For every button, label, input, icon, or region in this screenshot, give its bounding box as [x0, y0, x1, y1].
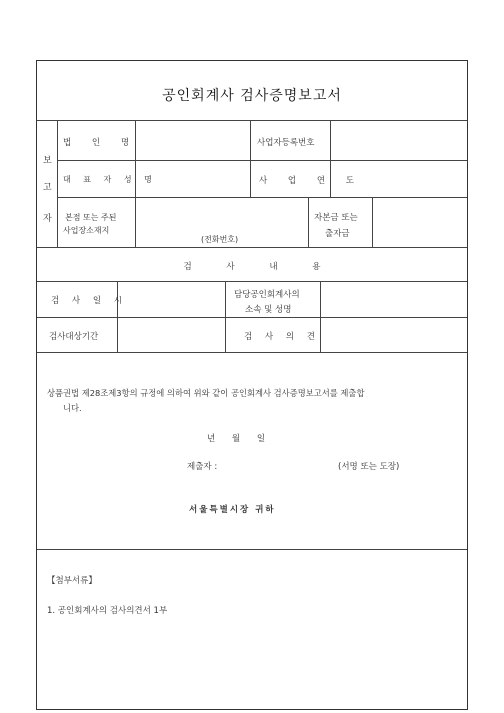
statement-line2: 니다. — [63, 403, 82, 413]
reporter-label-char: 고 — [43, 183, 52, 193]
attachments-heading: 【첨부서류】 — [47, 576, 97, 586]
inspection-section-label — [37, 260, 467, 272]
rep-name-label: 대 표 자 성 명 — [63, 175, 157, 184]
divider — [37, 247, 467, 248]
statement-line1: 상품권법 제28조제3항의 규정에 의하여 위와 같이 공인회계사 검사증명보고서를 제출합 — [47, 388, 365, 398]
inspection-date-field[interactable] — [118, 282, 224, 316]
founding-year-label: 사 업 연 도 — [259, 176, 363, 186]
inspection-opinion-field[interactable] — [321, 318, 466, 351]
inspection-period-field[interactable] — [118, 318, 224, 351]
address-label-line2: 사업장소재지 — [63, 226, 110, 235]
reporter-label-char: 보 — [43, 156, 52, 166]
capital-label-line1: 자본금 또는 — [314, 213, 358, 223]
divider — [308, 197, 309, 247]
reporter-label-char: 자 — [43, 214, 52, 224]
divider — [37, 549, 467, 550]
phone-note: (전화번호) — [201, 235, 239, 244]
accountant-label-line2: 소속 및 성명 — [245, 305, 292, 315]
submitter-field[interactable] — [233, 455, 333, 471]
rep-name-field[interactable] — [136, 161, 249, 196]
divider — [57, 120, 58, 247]
address-label-line1: 본점 또는 주된 — [65, 213, 117, 222]
corp-name-label: 법 인 명 — [63, 138, 139, 148]
inspection-section-text: 검 사 내 용 — [183, 262, 337, 272]
capital-label-line2: 출자금 — [325, 229, 350, 239]
corp-name-field[interactable] — [136, 121, 249, 159]
accountant-field[interactable] — [321, 282, 466, 316]
founding-year-field[interactable] — [331, 161, 466, 196]
addressee: 서울특별시장 귀하 — [189, 505, 276, 515]
submission-date: 년 월 일 — [207, 434, 266, 444]
biz-reg-no-label: 사업자등록번호 — [257, 138, 315, 148]
accountant-label-line1: 담당공인회계사의 — [234, 290, 300, 300]
submitter-label: 제출자 : — [187, 462, 218, 472]
inspection-period-label: 검사대상기간 — [49, 332, 99, 342]
divider — [225, 281, 226, 352]
inspection-date-label: 검 사 일 시 — [51, 296, 127, 306]
report-form — [36, 60, 468, 710]
inspection-opinion-label: 검 사 의 견 — [244, 332, 320, 342]
divider — [37, 352, 467, 353]
capital-field[interactable] — [373, 198, 466, 246]
signature-note: (서명 또는 도장) — [338, 462, 400, 472]
divider — [250, 120, 251, 197]
form-title: 공인회계사 검사증명보고서 — [162, 88, 342, 104]
attachment-item: 1. 공인회계사의 검사의견서 1부 — [47, 606, 168, 616]
biz-reg-no-field[interactable] — [331, 121, 466, 159]
